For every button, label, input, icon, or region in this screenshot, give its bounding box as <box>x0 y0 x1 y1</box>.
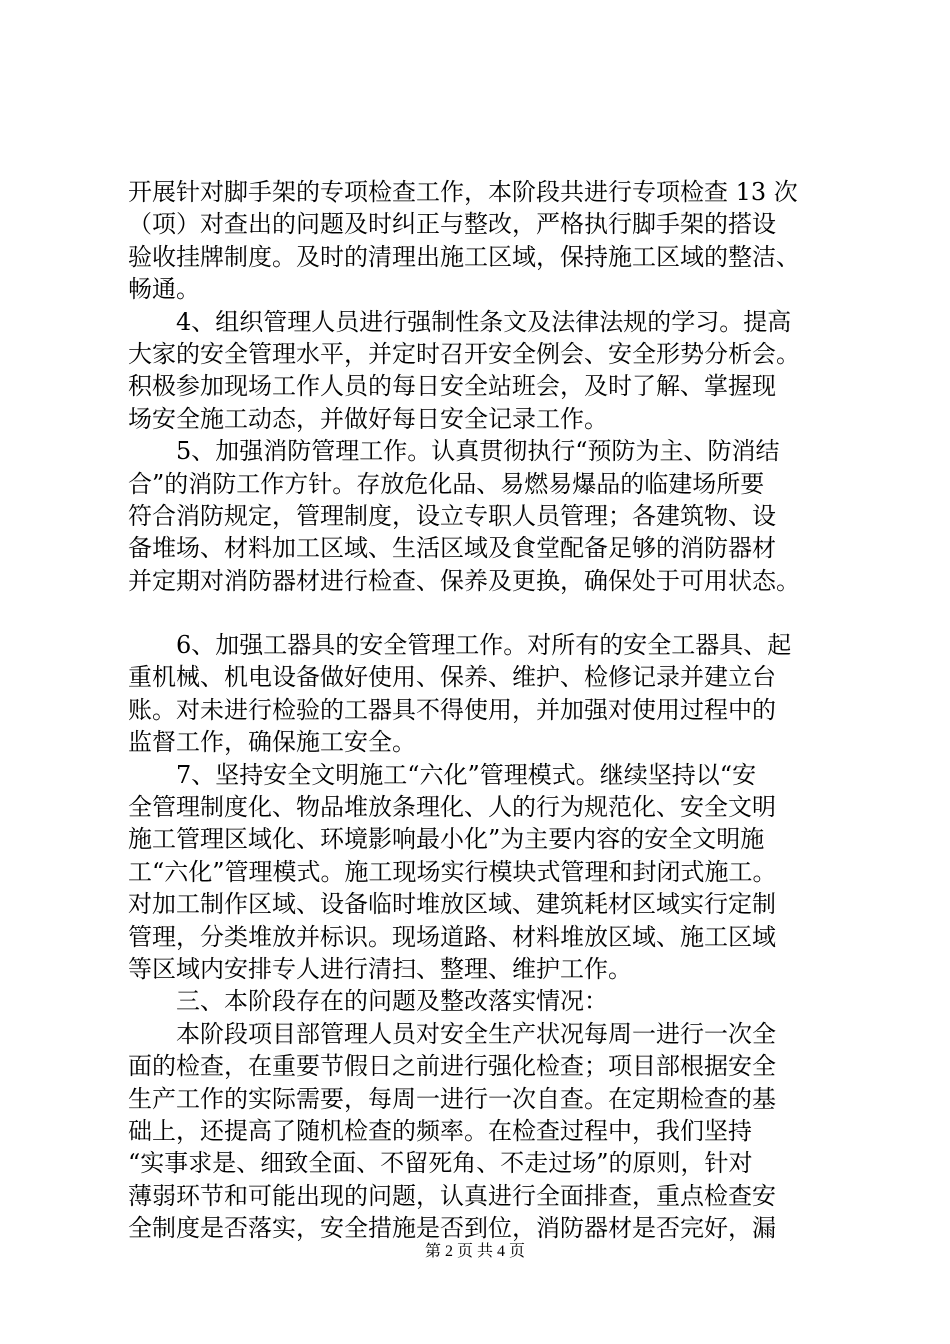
paragraph-spacer <box>128 597 828 629</box>
text-line: 工“六化”管理模式。施工现场实行模块式管理和封闭式施工。 <box>128 857 777 886</box>
text-line: 本阶段项目部管理人员对安全生产状况每周一进行一次全 <box>128 1019 776 1048</box>
text-line: “实事求是、细致全面、不留死角、不走过场”的原则，针对 <box>128 1149 753 1178</box>
text-line: 薄弱环节和可能出现的问题，认真进行全面排查，重点检查安 <box>128 1181 776 1210</box>
text-line: 开展针对脚手架的专项检查工作，本阶段共进行专项检查 13 次 <box>128 178 798 206</box>
text-line: 4、组织管理人员进行强制性条文及法律法规的学习。提高 <box>128 307 792 336</box>
paragraph-item-7 <box>128 759 828 986</box>
text-line: 6、加强工器具的安全管理工作。对所有的安全工器具、起 <box>128 631 792 660</box>
text-line: 合”的消防工作方针。存放危化品、易燃易爆品的临建场所要 <box>128 469 765 498</box>
text-line: 大家的安全管理水平，并定时召开安全例会、安全形势分析会。 <box>128 339 800 368</box>
text-line: 5、加强消防管理工作。认真贯彻执行“预防为主、防消结 <box>128 437 780 466</box>
paragraph-scaffold-inspection <box>128 176 828 306</box>
text-line: 符合消防规定，管理制度，设立专职人员管理；各建筑物、设 <box>128 501 776 530</box>
page-footer <box>0 1242 950 1262</box>
text-line: 施工管理区域化、环境影响最小化”为主要内容的安全文明施 <box>128 825 765 854</box>
text-line: 并定期对消防器材进行检查、保养及更换，确保处于可用状态。 <box>128 566 800 595</box>
section-heading-3 <box>128 985 828 1017</box>
text-line: 7、坚持安全文明施工“六化”管理模式。继续坚持以“安 <box>128 760 757 789</box>
text-line: 场安全施工动态，并做好每日安全记录工作。 <box>128 404 608 433</box>
text-line: 备堆场、材料加工区域、生活区域及食堂配备足够的消防器材 <box>128 534 776 563</box>
paragraph-item-5 <box>128 435 828 597</box>
text-line: 础上，还提高了随机检查的频率。在检查过程中，我们坚持 <box>128 1116 752 1145</box>
text-line: 验收挂牌制度。及时的清理出施工区域，保持施工区域的整洁、 <box>128 242 800 271</box>
paragraph-item-6 <box>128 629 828 759</box>
text-line: 监督工作，确保施工安全。 <box>128 728 416 757</box>
text-line: （项）对查出的问题及时纠正与整改，严格执行脚手架的搭设 <box>128 210 776 239</box>
text-line: 生产工作的实际需要，每周一进行一次自查。在定期检查的基 <box>128 1084 776 1113</box>
paragraph-inspection-status <box>128 1018 828 1245</box>
text-line: 三、本阶段存在的问题及整改落实情况： <box>128 987 608 1016</box>
text-line: 管理，分类堆放并标识。现场道路、材料堆放区域、施工区域 <box>128 922 776 951</box>
text-line: 全管理制度化、物品堆放条理化、人的行为规范化、安全文明 <box>128 793 776 822</box>
text-line: 积极参加现场工作人员的每日安全站班会，及时了解、掌握现 <box>128 372 776 401</box>
text-line: 全制度是否落实，安全措施是否到位，消防器材是否完好，漏 <box>128 1214 776 1243</box>
text-line: 面的检查，在重要节假日之前进行强化检查；项目部根据安全 <box>128 1052 776 1081</box>
body-text <box>128 176 828 1245</box>
text-line: 畅通。 <box>128 275 200 304</box>
text-line: 对加工制作区域、设备临时堆放区域、建筑耗材区域实行定制 <box>128 890 776 919</box>
paragraph-item-4 <box>128 306 828 436</box>
text-line: 重机械、机电设备做好使用、保养、维护、检修记录并建立台 <box>128 663 776 692</box>
text-line: 等区域内安排专人进行清扫、整理、维护工作。 <box>128 954 632 983</box>
page-number: 第 2 页 共 4 页 <box>424 1243 525 1260</box>
text-line: 账。对未进行检验的工器具不得使用，并加强对使用过程中的 <box>128 695 776 724</box>
